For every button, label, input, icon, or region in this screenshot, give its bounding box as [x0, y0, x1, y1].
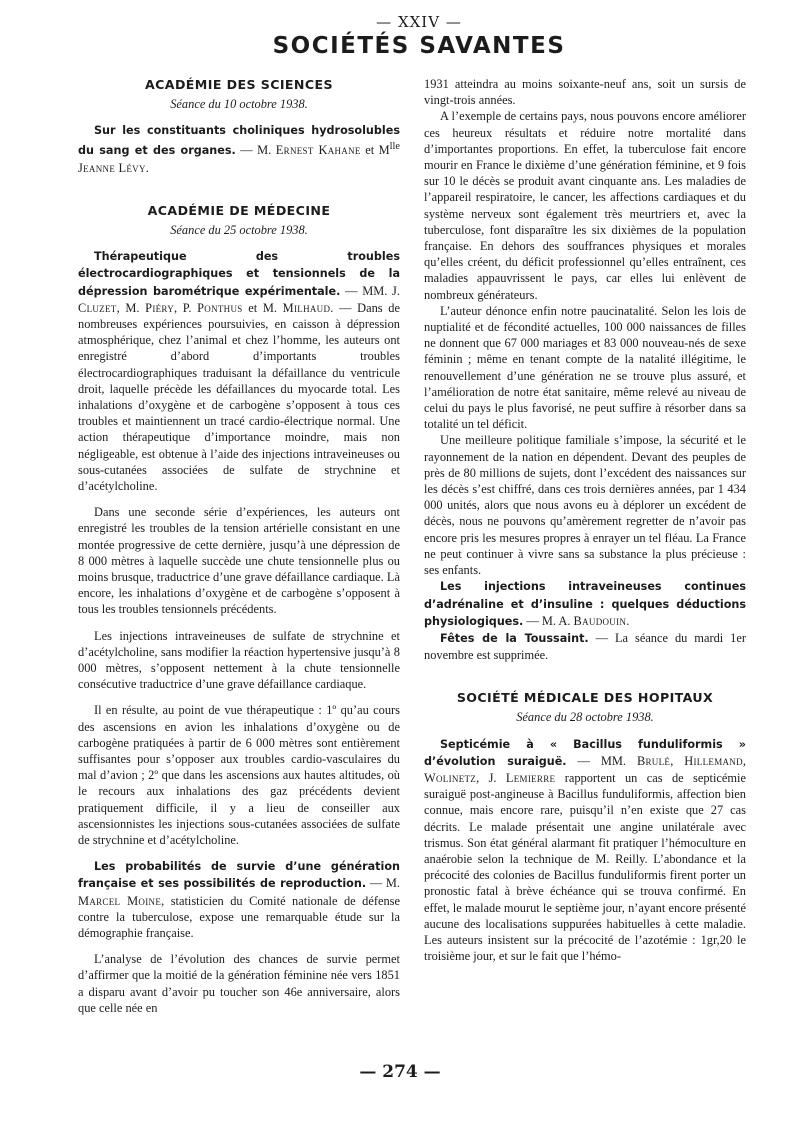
left-column [78, 76, 400, 1056]
author-name: Jeanne Lévy [78, 160, 146, 175]
article-insuline: Les injections intraveineuses continues d’adrénaline et d’insuline : quelques déductions physiologiques. — M. A. Baudouin. [424, 580, 746, 628]
section-heading-societe-medicale: SOCIÉTÉ MÉDICALE DES HOPITAUX [456, 690, 714, 706]
article-title: Sur les constituants choliniques hydrosolubles du sang et des organes. [78, 124, 400, 158]
article-title: Les injections intraveineuses continues d’adrénaline et d’insuline : quelques déductions physiologiques. [424, 580, 746, 628]
paragraph: Une meilleure politique familiale s’impose, la sécurité et le rayonnement de la nation en dépendent. Devant des peuples de près de 80 millions de sujets, dont l’excédent des naissances sur les décès s’est chiffré, dans ces trois dernières années, par 1 434 000 unités, alors que nous avons eu à déplorer un excédent de décès, nous ne pouvons qu’amèrement regretter de n’avoir pas encore pris les mesures propres à enrayer un tel fléau. La France ne peut continuer à vivre sans sa substance la plus précieuse : ses enfants. [424, 433, 746, 578]
section-date: Séance du 10 octobre 1938. [170, 97, 308, 111]
author-name: Ernest Kahane [275, 143, 361, 158]
paragraph: Il en résulte, au point de vue thérapeutique : 1º qu’au cours des ascensions en avion les inhalations d’oxygène ou de carbogène pratiquées à partir de 6 000 mètres sont entièrement suffisantes pour s’opposer aux troubles cardio-vasculaires du mal d’avion ; 2º que dans les ascensions aux hautes altitudes, où le recours aux inhalations des gaz précédents devient pratiquement difficile, il y a lieu de conseiller aux ascensionnistes les injections sous-cutanées associées de sulfate de strychnine et d’acétylcholine. [78, 703, 400, 848]
paragraph: 1931 atteindra au moins soixante-neuf ans, soit un sursis de vingt-trois années. [424, 77, 746, 108]
paragraph: Les injections intraveineuses de sulfate de strychnine et d’acétylcholine, sans modifier la réaction hypertensive jusqu’à 8 000 mètres, s’opposent nettement à la chute tensionnelle consécutive traductrice d’une grave défaillance cardiaque. [78, 628, 400, 692]
paragraph: L’analyse de l’évolution des chances de survie permet d’affirmer que la moitié de la génération féminine née vers 1851 a disparu avant d’avoir pu toucher son 46e anniversaire, alors que celle née en [78, 952, 400, 1015]
two-column-body [78, 76, 778, 1056]
article-cholinique: Sur les constituants choliniques hydrosolubles du sang et des organes. — M. Ernest Kahane et $M^{lle}$ Jeanne Lévy. [78, 124, 400, 175]
article-title: Les probabilités de survie d’une génération française et ses possibilités de reproduction. [78, 860, 400, 891]
section-heading-academie-sciences: ACADÉMIE DES SCIENCES [145, 77, 333, 92]
paragraph: A l’exemple de certains pays, nous pouvons encore améliorer ces heureux résultats et réduire notre mortalité dans d’importantes proportions. En effet, la tuberculose fait encore mourir en France le dixième d’une génération féminine, et 9 fois sur 10 le décès se produit avant cinquante ans. Les maladies de l’appareil respiratoire, le cancer, les affections cardiaques et du système nerveux sont également très meurtriers et, avec la tuberculose, font disparaître les six dixièmes de la population française. En dehors des souffrances physiques et morales qu’elles créent, du déficit professionnel qu’elles entraînent, ces maladies appauvrissent le pays, car elles lui enlèvent de nombreux générateurs. [424, 109, 746, 302]
section-date: Séance du 28 octobre 1938. [516, 710, 654, 725]
article-therapeutique: Thérapeutique des troubles électrocardiographiques et tensionnels de la dépression barométrique expérimentale. — MM. J. Cluzet, M. Piéry, P. Ponthus et M. Milhaud. — Dans de nombreuses expériences poursuivies, en caisson à dépression atmosphérique, chez l’animal et chez l’homme, les auteurs ont enregistré d’abord d’importants troubles électrocardiographiques traduisant la défaillance du ventricule droit, laquelle précède les défaillances du myocarde total. Les inhalations d’oxygène et de carbogène s’opposent à tous ces troubles et maintiennent un tracé cardio-électrique normal. Une action thérapeutique d’importance moindre, mais non négligeable, est obtenue à l’aide des injections intraveineuses ou sous-cutanées associées de sulfate de strychnine et d’acétylcholine. [78, 250, 400, 493]
section-heading-academie-medecine: ACADÉMIE DE MÉDECINE [147, 202, 331, 218]
article-title: Septicémie à « Bacillus funduliformis » d’évolution suraiguë. [424, 737, 746, 768]
author-name: Marcel Moine [78, 893, 162, 908]
author-name: Baudouin [573, 613, 627, 628]
article-septicemie: Septicémie à « Bacillus funduliformis » d’évolution suraiguë. — MM. Brulé, Hillemand, Wolinetz, J. Lemierre rapportent un cas de septicémie suraiguë post-angineuse à Bacillus funduliformis, affection bien connue, mais encore rare, puisqu’il n’en existe que 27 cas décrits. Le malade présentait une angine unilatérale avec trismus. Son état général alarmant fit pratiquer l’hémoculture en anaérobie selon la technique de M. Reilly. L’abondance et la précocité des colonies de Bacillus funduliformis firent porter un pronostic fatal à brève échéance qui se trouva confirmé. En effet, le malade mourut le septième jour, n’ayant encore présenté aucune des localisations suppurées habituelles à cette maladie. Les auteurs insistent sur la précocité de l’azotémie : 1gr,20 le troisième jour, et sur le fait que l’hémo- [424, 737, 746, 964]
article-title: Thérapeutique des troubles électrocardiographiques et tensionnels de la dépression barométrique expérimentale. [78, 250, 400, 298]
roman-folio: — XXIV — [376, 13, 462, 31]
page-title: SOCIÉTÉS SAVANTES [272, 33, 566, 59]
page-number: — 274 — [359, 1062, 441, 1082]
section-date: Séance du 25 octobre 1938. [170, 222, 308, 237]
paragraph: L’auteur dénonce enfin notre paucinatalité. Selon les lois de nuptialité et de fécondité actuelles, 100 000 naissances de filles ne donnent que 67 000 mariages et 83 000 nouveau-nés de sexe féminin ; même en tenant compte de la natalité illégitime, le renouvellement d’une génération ne se trouve plus assuré, et l’amélioration de notre état sanitaire, même relevé au niveau de celui du pays le plus favorisé, ne peut suffire à résorber dans sa totalité un tel déficit. [424, 303, 746, 432]
paragraph: Dans une seconde série d’expériences, les auteurs ont enregistré les troubles de la tension artérielle consistant en une montée progressive de cette dernière, jusqu’à une dépression de 8 000 mètres à laquelle succède une chute tensionnelle plus ou moins brusque, traductrice d’une grave défaillance cardiaque. Là encore, les inhalations d’oxygène et de carbogène s’opposent à tous les troubles tensionnels précédents. [78, 505, 400, 617]
right-column [424, 76, 746, 1056]
article-title: Fêtes de la Toussaint. [440, 631, 589, 645]
article-fetes: Fêtes de la Toussaint. — La séance du mardi 1er novembre est supprimée. [424, 630, 746, 663]
article-probabilites: Les probabilités de survie d’une génération française et ses possibilités de reproduction. — M. Marcel Moine, statisticien du Comité nationale de défense contre la tuberculose, expose une remarquable étude sur la démographie française. [78, 860, 400, 941]
